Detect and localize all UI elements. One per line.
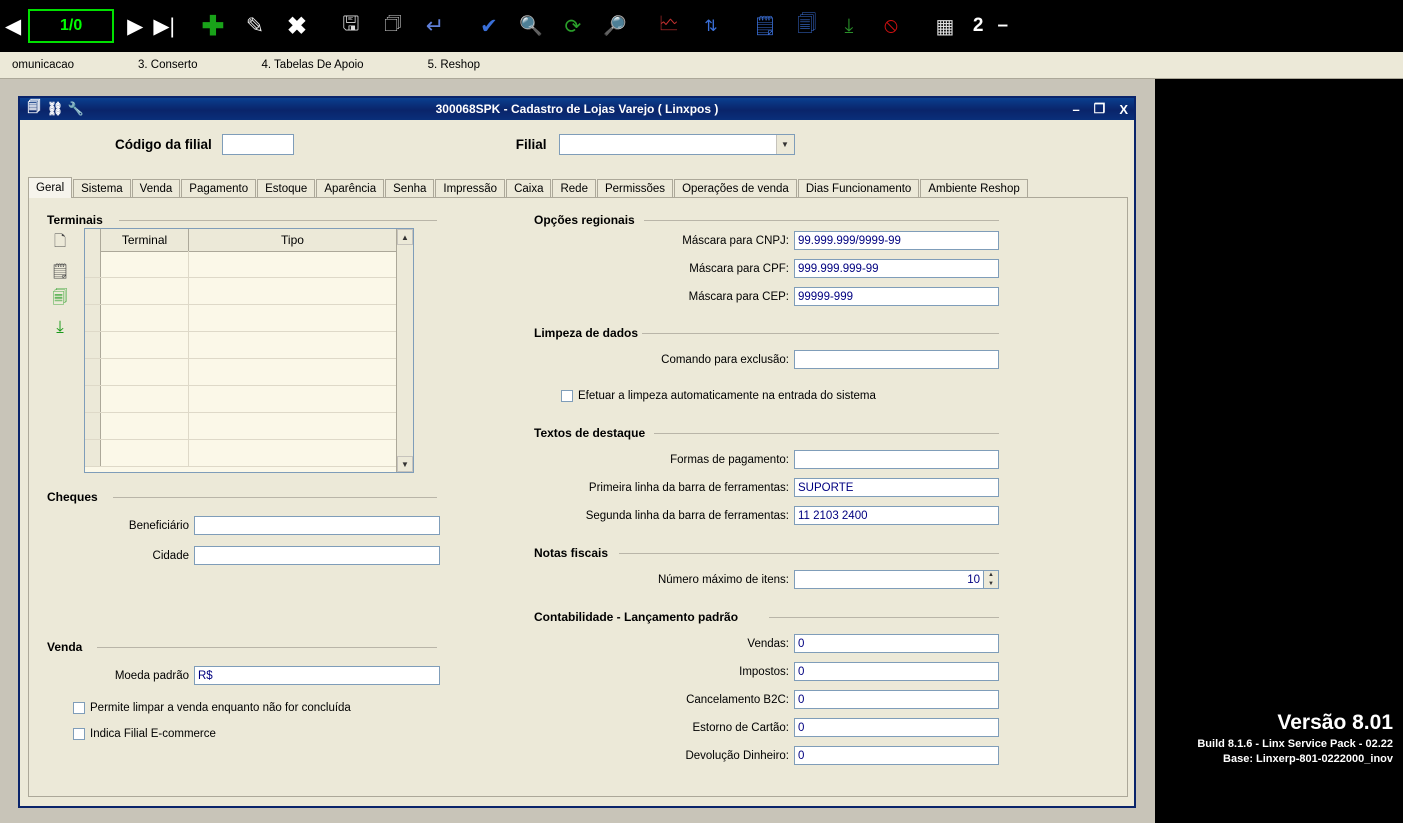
mascara-cep-label: Máscara para CEP: [688,291,789,303]
group-textos-rule [654,433,999,434]
group-opcoes-regionais-label: Opções regionais [534,213,635,227]
save-record-icon[interactable]: 🖫 [342,13,360,35]
window-menu-icon[interactable]: 🗐 [27,99,41,114]
limpeza-automatica-label: Efetuar a limpeza automaticamente na entrada do sistema [578,390,876,402]
limpeza-automatica-checkbox[interactable] [561,390,876,402]
impostos-label: Impostos: [739,666,789,678]
numero-maximo-itens-label: Número máximo de itens: [657,574,789,586]
tab-geral[interactable]: Geral [28,177,72,198]
tab-dias-funcionamento[interactable]: Dias Funcionamento [798,179,919,198]
menu-item-conserto[interactable]: 3. Conserto [138,59,198,71]
group-venda-label: Venda [47,640,83,654]
segunda-linha-input[interactable] [794,506,999,525]
close-button[interactable]: X [1119,101,1128,117]
numero-maximo-itens-stepper[interactable] [984,570,999,589]
group-notas-fiscais-label: Notas fiscais [534,546,609,560]
permite-limpar-venda-label: Permite limpar a venda enquanto não for concluída [90,702,351,714]
nav-last-button[interactable]: ▶| [153,14,175,38]
maximize-button[interactable]: ❐ [1093,101,1106,116]
stepper-up-icon[interactable]: ▲ [988,572,994,579]
cancelamento-b2c-input[interactable] [794,690,999,709]
filial-label: Filial [515,136,547,152]
terminais-grid-header [85,229,413,252]
scroll-up-icon[interactable]: ▲ [397,229,413,245]
grid-layout-icon[interactable]: ▦ [935,15,955,38]
minimize-button[interactable]: – [1072,101,1080,117]
menu-item-reshop[interactable]: 5. Reshop [427,59,480,71]
group-limpeza-rule [642,333,999,334]
codigo-filial-label: Código da filial [115,136,212,152]
remove-terminal-icon[interactable]: 🗒 [50,263,70,280]
tab-bar [28,176,1128,198]
search-icon[interactable]: 🔍 [519,16,543,37]
top-toolbar [0,0,1403,52]
checkbox-box[interactable] [73,702,85,714]
cidade-input[interactable] [194,546,440,565]
segunda-linha-label: Segunda linha da barra de ferramentas: [585,510,789,522]
window-title: 300068SPK - Cadastro de Lojas Varejo ( Linxpos ) [435,102,719,116]
tools-icon[interactable]: 🔧 [67,101,85,116]
table-row[interactable] [85,440,413,467]
checkbox-box[interactable] [561,390,573,402]
sort-az-icon[interactable]: ⇅ [704,18,718,35]
numero-maximo-itens-input[interactable] [794,570,984,589]
table-row[interactable] [85,332,413,359]
menu-item-comunicacao[interactable]: omunicacao [12,59,75,71]
devolucao-dinheiro-label: Devolução Dinheiro: [685,750,789,762]
refresh-icon[interactable]: ⟳ [564,15,582,38]
comando-exclusao-input[interactable] [794,350,999,369]
version-line: Versão 8.01 [1277,711,1393,734]
codigo-filial-input[interactable] [222,134,294,155]
menu-strip [0,52,1403,79]
tab-pagamento[interactable]: Pagamento [181,179,256,198]
group-cheques-rule [113,497,437,498]
vendas-label: Vendas: [747,638,789,650]
chevron-down-icon[interactable]: ▼ [776,135,794,154]
nav-first-button[interactable]: ◀ [5,14,22,38]
delete-record-icon[interactable]: ✖ [286,12,307,40]
cidade-label: Cidade [152,550,189,562]
tab-estoque[interactable]: Estoque [257,179,315,198]
comando-exclusao-label: Comando para exclusão: [661,354,789,366]
group-cheques-label: Cheques [47,490,98,504]
filter-icon[interactable]: 🗠 [658,13,679,35]
indica-filial-ecommerce-checkbox[interactable] [73,728,216,740]
terminais-grid-rows [85,251,413,467]
table-row[interactable] [85,413,413,440]
primeira-linha-input[interactable] [794,478,999,497]
mascara-cnpj-label: Máscara para CNPJ: [682,235,789,247]
zoom-query-icon[interactable]: 🔎 [603,16,627,37]
table-row[interactable] [85,359,413,386]
child-window [18,96,1136,808]
group-notas-fiscais-rule [619,553,999,554]
moeda-padrao-input[interactable] [194,666,440,685]
stepper-down-icon[interactable]: ▼ [988,580,994,587]
estorno-cartao-label: Estorno de Cartão: [692,722,789,734]
cancelamento-b2c-label: Cancelamento B2C: [686,694,789,706]
tab-page-geral [28,197,1128,797]
formas-pagamento-label: Formas de pagamento: [670,454,789,466]
beneficiario-label: Beneficiário [128,520,189,532]
hierarchy-icon[interactable]: ⛓ [46,101,64,116]
export-icon[interactable]: ⤓ [844,14,854,37]
tab-rede[interactable]: Rede [552,179,596,198]
window-titlebar[interactable] [20,98,1134,120]
checkbox-box[interactable] [73,728,85,740]
apply-check-icon[interactable]: ✔ [480,14,498,38]
permite-limpar-venda-checkbox[interactable] [73,702,351,714]
tab-permissoes[interactable]: Permissões [597,179,673,198]
copy-record-icon[interactable]: 🗇 [384,14,402,35]
col-tipo: Tipo [281,233,304,247]
group-terminais-rule [119,220,437,221]
group-contabilidade-label: Contabilidade - Lançamento padrão [534,610,739,624]
moeda-padrao-label: Moeda padrão [114,670,189,682]
group-contabilidade-rule [769,617,999,618]
table-row[interactable] [85,278,413,305]
vendas-input[interactable] [794,634,999,653]
mascara-cpf-label: Máscara para CPF: [689,263,789,275]
build-line: Build 8.1.6 - Linx Service Pack - 02.22 [1197,738,1393,751]
undo-icon[interactable]: ↵ [425,13,445,38]
report-new-icon[interactable]: 🗒 [752,16,777,37]
primeira-linha-label: Primeira linha da barra de ferramentas: [588,482,789,494]
report-icon[interactable]: 🗐 [797,14,817,35]
tab-operacoes-de-venda[interactable]: Operações de venda [674,179,797,198]
indica-filial-ecommerce-label: Indica Filial E-commerce [90,728,216,740]
add-record-icon[interactable]: ✚ [201,10,225,41]
tab-sistema[interactable]: Sistema [73,179,131,198]
window-header-row [20,120,1134,168]
tab-aparencia[interactable]: Aparência [316,179,384,198]
filial-combo[interactable] [559,134,795,155]
beneficiario-input[interactable] [194,516,440,535]
tab-caixa[interactable]: Caixa [506,179,551,198]
tab-senha[interactable]: Senha [385,179,434,198]
mascara-cpf-input[interactable] [794,259,999,278]
group-textos-label: Textos de destaque [534,426,646,440]
terminais-scrollbar[interactable] [396,229,413,472]
table-row[interactable] [85,305,413,332]
group-limpeza-label: Limpeza de dados [534,326,639,340]
mascara-cnpj-input[interactable] [794,231,999,250]
nav-next-button[interactable]: ▶ [127,14,144,38]
table-row[interactable] [85,386,413,413]
terminais-grid[interactable] [84,228,414,473]
group-venda-rule [97,647,437,648]
menu-item-tabelas-de-apoio[interactable]: 4. Tabelas De Apoio [261,59,364,71]
filial-input[interactable] [559,134,795,155]
estorno-cartao-input[interactable] [794,718,999,737]
cancel-icon[interactable]: ⦸ [884,14,898,37]
col-terminal: Terminal [101,229,189,251]
toolbar-number: 2 [972,15,984,36]
edit-terminal-icon[interactable]: 🗐 [52,288,68,306]
group-terminais-label: Terminais [47,213,103,227]
export-terminal-icon[interactable]: ⤓ [56,317,64,336]
tab-ambiente-reshop[interactable]: Ambiente Reshop [920,179,1027,198]
toolbar-dash: – [997,15,1009,36]
tab-venda[interactable]: Venda [132,179,181,198]
scroll-down-icon[interactable]: ▼ [397,456,413,472]
database-line: Base: Linxerp-801-0222000_inov [1223,753,1393,766]
tab-impressao[interactable]: Impressão [435,179,505,198]
devolucao-dinheiro-input[interactable] [794,746,999,765]
table-row[interactable] [85,251,413,278]
group-opcoes-regionais-rule [644,220,999,221]
mdi-area [0,79,1403,823]
record-counter[interactable]: 1/0 [28,9,114,43]
edit-record-icon[interactable]: ✎ [245,13,265,38]
formas-pagamento-input[interactable] [794,450,999,469]
impostos-input[interactable] [794,662,999,681]
mascara-cep-input[interactable] [794,287,999,306]
add-terminal-icon[interactable]: 🗋 [53,232,67,250]
version-block [1197,709,1393,767]
